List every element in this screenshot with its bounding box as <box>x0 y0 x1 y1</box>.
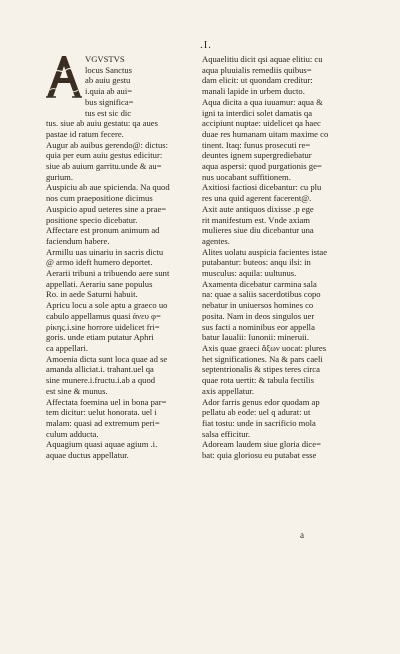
text-line: i.quia ab aui= <box>85 86 133 97</box>
text-line: cabulo appellamus quasi ἀνευ φ= <box>46 310 161 321</box>
text-line: aqua aspersi: quod purgationis ge= <box>202 161 322 172</box>
text-line: salsa efficitur. <box>202 428 251 439</box>
text-line: mulieres siue diu dicebantur una <box>202 225 314 236</box>
text-line: Adoream laudem siue gloria dice= <box>202 439 321 450</box>
text-line: quae rota uertit: & tabula fectilis <box>202 375 314 386</box>
text-line: VGVSTVS <box>85 54 125 64</box>
text-line: manali lapide in urbem ducto. <box>202 86 305 97</box>
text-line: Axamenta dicebatur carmina sala <box>202 278 317 289</box>
text-line: Aquaelitiu dicit qsi aquae elitiu: cu <box>202 54 323 64</box>
text-line: ab auiu gestu <box>85 75 131 86</box>
text-line: gurium. <box>46 171 73 182</box>
text-line: bat: quia gloriosu eu putabat esse <box>202 450 317 461</box>
text-line: aquae ductus appellatur. <box>46 450 129 461</box>
text-line: fiat tostu: unde in sacrificio mola <box>202 417 316 428</box>
decorated-initial-a <box>44 52 84 100</box>
text-line: posita. Nam in deos singulos uer <box>202 310 315 321</box>
text-line: putabantur: buteos: anqu ilsi: in <box>202 257 311 268</box>
text-line: ρίκης.i.sine horrore uidelicet fri= <box>46 321 160 332</box>
text-line: deuntes ignem supergrediebatur <box>202 150 312 161</box>
text-line: tus est sic dic <box>85 107 132 118</box>
text-line: Auspiciu ab aue spicienda. Na quod <box>46 182 170 193</box>
text-line: quia per eum auiu gestus edicitur: <box>46 150 163 161</box>
text-line: malam: quasi ad extremum peri= <box>46 417 160 428</box>
text-line: Aqua dicita a qua iuuamur: aqua & <box>202 96 323 107</box>
text-line: culum adducta. <box>46 428 99 439</box>
text-line: musculus: aquila: uultunus. <box>202 268 297 279</box>
text-line: Affectare est pronum animum ad <box>46 225 160 236</box>
text-line: sine munere.i.fructu.i.ab a quod <box>46 375 156 386</box>
text-line: het significationes. Na & pars caeli <box>202 353 323 364</box>
text-line: amanda alliciat.i. trahant.uel qa <box>46 364 154 375</box>
text-line: tus. siue ab auiu gestatu: qa aues <box>46 118 158 129</box>
text-line: siue ab auium garritu.unde & au= <box>46 161 162 172</box>
text-line: Aerarii tribuni a tribuendo aere sunt <box>46 268 170 279</box>
text-line: pellatu ab eode: uel q adurat: ut <box>202 407 311 418</box>
text-line: Armillu uas uinariu in sacris dictu <box>46 246 164 257</box>
text-line: nos cum praepositione dicimus <box>46 193 153 204</box>
text-line: positione specio dicebatur. <box>46 214 138 225</box>
text-line: locus Sanctus <box>85 64 133 75</box>
text-line: Aquagium quasi aquae agium .i. <box>46 439 158 450</box>
text-line: res una quid agerent facerent@. <box>202 193 312 204</box>
text-line: Ador farris genus edor quodam ap <box>202 396 320 407</box>
text-line: Axit aute antiquos dixisse .p ege <box>202 203 314 214</box>
text-line: est sine & munus. <box>46 385 108 396</box>
text-line: agentes. <box>202 235 230 246</box>
text-line: faciendum habere. <box>46 235 110 246</box>
text-line: Alites uolatu auspicia facientes istae <box>202 246 328 257</box>
text-line: Affectata foemina uel in bona par= <box>46 396 167 407</box>
catchword: a <box>300 530 304 540</box>
text-line: septentrionalis & stipes teres circa <box>202 364 320 375</box>
text-line: rit manifestum est. Vnde axiam <box>202 214 310 225</box>
text-line: Ro. in aede Saturni habuit. <box>46 289 138 300</box>
text-line: @ armo ideft humero deportet. <box>46 257 153 268</box>
text-line: na: quae a saliis sacerdotibus copo <box>202 289 321 300</box>
text-line: accipiunt nuptae: uidelicet qa haec <box>202 118 321 129</box>
left-column <box>46 54 174 461</box>
text-line: goris. unde etiam putatur Aphri <box>46 332 154 343</box>
text-line: axis appellatur. <box>202 385 255 396</box>
text-line: nus uocabant suffitionem. <box>202 171 291 182</box>
text-line: pastae id ratum fecere. <box>46 128 124 139</box>
text-line: Axis quae graeci ἄξων uocat: plures <box>202 342 327 353</box>
text-line: aqua pluuialis remediis quibus= <box>202 64 312 75</box>
text-line: Axitiosi factiosi dicebantur: cu plu <box>202 182 322 193</box>
text-line: Apricu locu a sole aptu a graeco uo <box>46 300 168 311</box>
text-line: Augur ab auibus gerendo@: dictus: <box>46 139 168 150</box>
text-line: dam elicit: ut quondam creditur: <box>202 75 313 86</box>
folio-number: .I. <box>200 40 212 51</box>
text-line: bus significa= <box>85 96 134 107</box>
text-line: sus facti a nominibus eor appella <box>202 321 315 332</box>
text-line: batur Iaualii: Iunonii: mineruii. <box>202 332 309 343</box>
text-line: nebatur in uniuersos homines co <box>202 300 314 311</box>
right-column <box>202 54 330 461</box>
text-line: ca appellari. <box>46 342 88 353</box>
text-line: Amoenia dicta sunt loca quae ad se <box>46 353 168 364</box>
text-line: appellati. Aerariu sane populus <box>46 278 153 289</box>
text-line: tinent. Itaq: funus prosecuti re= <box>202 139 311 150</box>
text-line: Auspicio apud ueteres sine a prae= <box>46 203 167 214</box>
text-line: tem dicitur: uelut honorata. uel i <box>46 407 157 418</box>
text-line: duae res humanam uitam maxime co <box>202 128 329 139</box>
text-line: igni ta interdici solet damatis qa <box>202 107 313 118</box>
